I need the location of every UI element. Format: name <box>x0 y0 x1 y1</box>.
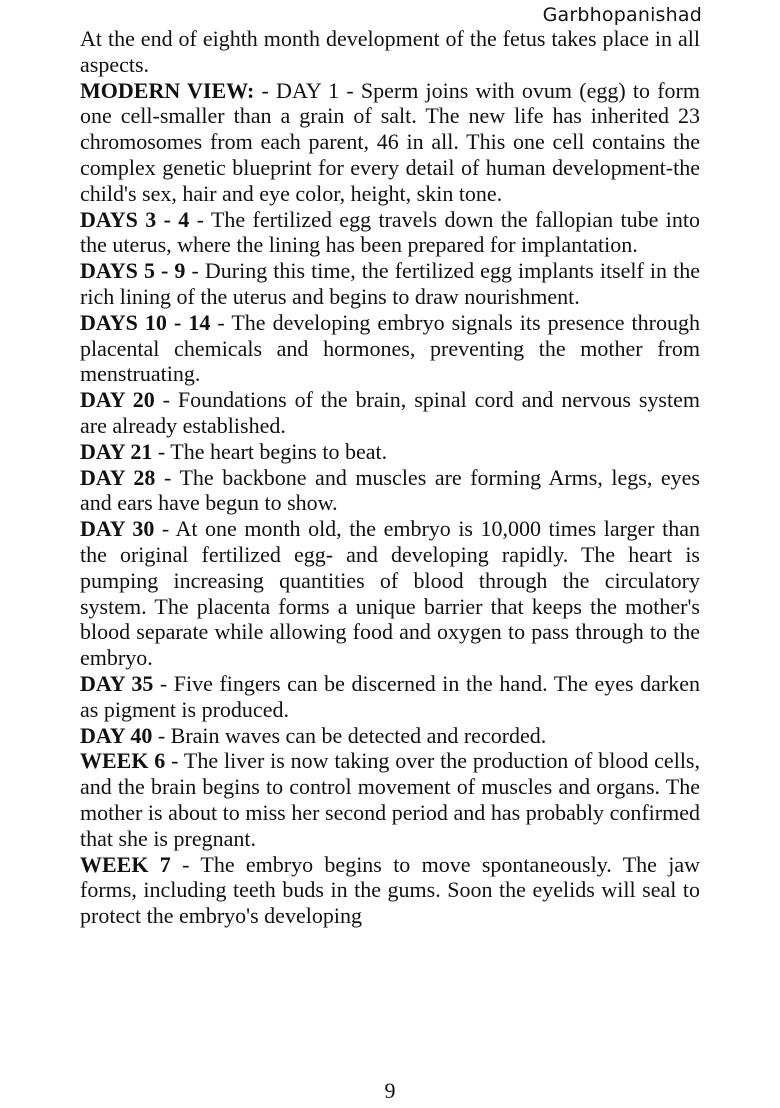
paragraph <box>80 207 700 259</box>
paragraph-text: - The embryo begins to move spontaneously. The jaw forms, including teeth buds in the gums. Soon the eyelids will seal to protect the embryo's developing <box>80 851 701 929</box>
paragraph-text: - At one month old, the embryo is 10,000 times larger than the original fertilized egg- and developing rapidly. The heart is pumping increasing quantities of blood through the circulatory system. The placenta forms a unique barrier that keeps the mother's blood separate while allowing food and oxygen to pass through to the embryo. <box>80 516 701 671</box>
entry-label: MODERN VIEW: <box>80 77 255 103</box>
paragraph <box>80 671 700 723</box>
entry-label: DAYS 3 - 4 <box>80 206 190 232</box>
paragraph-text: - The backbone and muscles are forming Arms, legs, eyes and ears have begun to show. <box>80 464 700 516</box>
entry-label: DAY 35 <box>80 670 154 696</box>
paragraph-text: - During this time, the fertilized egg implants itself in the rich lining of the uterus and begins to draw nourishment. <box>80 258 700 309</box>
paragraph-text: - Foundations of the brain, spinal cord and nervous system are already established. <box>80 387 700 438</box>
paragraph <box>80 26 700 78</box>
paragraph <box>80 387 700 439</box>
paragraph <box>80 852 700 929</box>
paragraph <box>80 439 700 465</box>
paragraph-text: - The liver is now taking over the production of blood cells, and the brain begins to control movement of muscles and organs. The mother is about to miss her second period and has probably confirmed that she is pregnant. <box>80 748 700 851</box>
entry-label: DAY 40 <box>80 722 153 748</box>
paragraph-text: - The developing embryo signals its presence through placental chemicals and hormones, preventing the mother from menstruating. <box>80 309 700 387</box>
entry-label: DAY 30 <box>80 516 155 542</box>
entry-label: DAY 28 <box>80 464 156 490</box>
page-number: 9 <box>384 1078 396 1103</box>
paragraph <box>80 748 700 851</box>
paragraph-text: - DAY 1 - Sperm joins with ovum (egg) to form one cell-smaller than a grain of salt. The new life has inherited 23 chromosomes from each parent, 46 in all. This one cell contains the complex genetic blueprint for every detail of human development-the child's sex, hair and eye color, height, skin tone. <box>80 77 700 206</box>
paragraph-text: - Brain waves can be detected and recorded. <box>152 722 547 748</box>
entry-label: DAYS 5 - 9 <box>80 258 186 284</box>
paragraph-text: - The fertilized egg travels down the fallopian tube into the uterus, where the lining has been prepared for implantation. <box>80 206 700 258</box>
paragraph <box>80 78 700 207</box>
paragraph <box>80 258 700 310</box>
paragraph <box>80 310 700 387</box>
entry-label: DAY 21 <box>80 438 153 464</box>
body-text <box>80 26 700 929</box>
paragraph-text: - Five fingers can be discerned in the hand. The eyes darken as pigment is produced. <box>80 670 701 722</box>
entry-label: DAYS 10 - 14 <box>80 309 211 335</box>
paragraph-text: - The heart begins to beat. <box>152 438 388 464</box>
entry-label: WEEK 7 <box>80 851 171 877</box>
paragraph <box>80 465 700 517</box>
entry-label: WEEK 6 <box>80 748 166 774</box>
paragraph-text: At the end of eighth month development of the fetus takes place in all aspects. <box>80 26 700 77</box>
running-header: Garbhopanishad <box>542 4 702 26</box>
entry-label: DAY 20 <box>80 387 155 413</box>
paragraph <box>80 516 700 671</box>
paragraph <box>80 723 700 749</box>
